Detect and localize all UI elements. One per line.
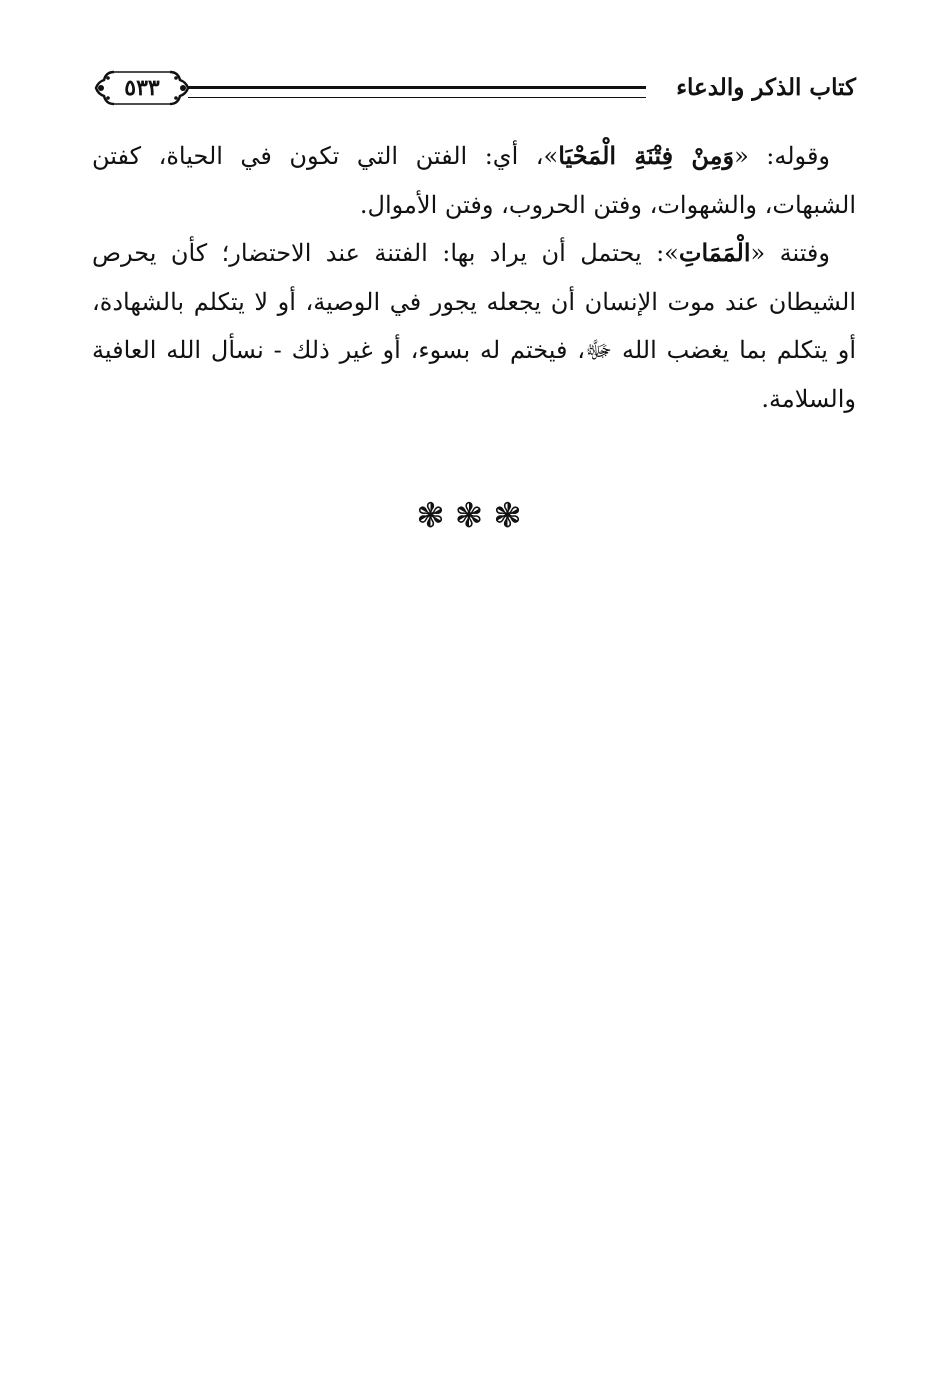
section-divider: ❃❃❃	[416, 496, 532, 536]
page-number-badge	[92, 68, 192, 108]
running-header	[92, 62, 856, 112]
quoted-phrase: الْمَمَاتِ	[678, 238, 751, 267]
quoted-phrase: وَمِنْ فِتْنَةِ الْمَحْيَا	[558, 141, 735, 170]
page-number: ٥٣٣	[124, 75, 160, 101]
body-text	[92, 132, 856, 423]
paragraph	[92, 229, 856, 423]
header-rule	[188, 86, 646, 98]
paragraph-text: »: يحتمل أن يراد بها: الفتنة عند الاحتضار؛ كأن يحرص الشيطان عند موت الإنسان أن يجعله يجور في الوصية، أو لا يتكلم بالشهادة، أو يتكلم بما يغضب الله ﷻ، فيختم له بسوء، أو غير ذلك - نسأل الله العافية والسلامة.	[92, 239, 856, 413]
paragraph	[92, 132, 856, 229]
paragraph-text: »، أي: الفتن التي تكون في الحياة، كفتن الشبهات، والشهوات، وفتن الحروب، وفتن الأموال.	[92, 142, 856, 219]
paragraph-lead: وفتنة «	[750, 239, 830, 267]
paragraph-lead: وقوله: «	[734, 142, 831, 170]
book-title: كتاب الذكر والدعاء	[676, 74, 856, 101]
